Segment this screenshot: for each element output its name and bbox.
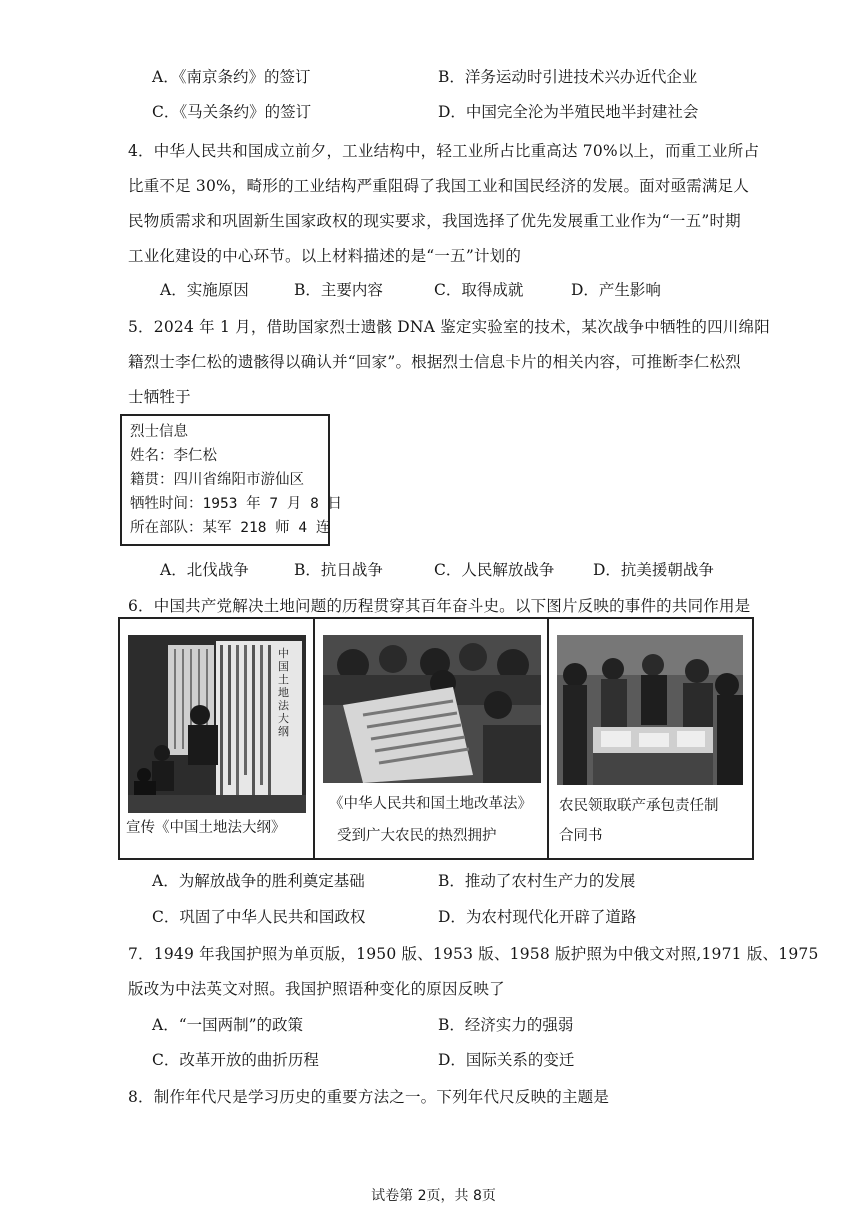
q8-stem: 8．制作年代尺是学习历史的重要方法之一。下列年代尺反映的主题是 xyxy=(128,1088,610,1106)
q5-option-c: C．人民解放战争 xyxy=(434,561,555,579)
photo-table xyxy=(118,617,754,860)
page-footer: 试卷第 2页，共 8页 xyxy=(371,1188,496,1204)
caption-3-line-1: 农民领取联产承包责任制 xyxy=(559,798,719,814)
q4-option-d: D．产生影响 xyxy=(571,281,661,299)
q4-stem-line-4: 工业化建设的中心环节。以上材料描述的是“一五”计划的 xyxy=(128,247,522,265)
card-unit: 所在部队：某军 218 师 4 连 xyxy=(130,520,331,536)
q7-option-d: D．国际关系的变迁 xyxy=(438,1051,575,1069)
card-date: 牺牲时间：1953 年 7 月 8 日 xyxy=(130,496,343,512)
q4-option-b: B．主要内容 xyxy=(294,281,383,299)
q5-stem-line-3: 士牺牲于 xyxy=(128,388,191,406)
q7-option-b: B．经济实力的强弱 xyxy=(438,1016,574,1034)
q3-option-c: C．《马关条约》的签订 xyxy=(152,103,312,121)
q6-option-d: D．为农村现代化开辟了道路 xyxy=(438,908,637,926)
caption-1-line-1: 宣传《中国土地法大纲》 xyxy=(126,820,286,836)
photo-land-reform-crowd xyxy=(323,635,541,783)
q3-option-b: B．洋务运动时引进技术兴办近代企业 xyxy=(438,68,698,86)
q6-option-c: C．巩固了中华人民共和国政权 xyxy=(152,908,366,926)
q6-option-b: B．推动了农村生产力的发展 xyxy=(438,872,636,890)
q5-stem-line-1: 5．2024 年 1 月，借助国家烈士遗骸 DNA 鉴定实验室的技术，某次战争中牺牲的四川绵阳 xyxy=(128,318,770,336)
photo-land-law-poster xyxy=(128,635,306,813)
martyr-info-card xyxy=(120,414,343,546)
photo-cell-2 xyxy=(315,619,549,858)
q5-option-b: B．抗日战争 xyxy=(294,561,383,579)
q5-option-a: A．北伐战争 xyxy=(160,561,249,579)
photo-cell-1 xyxy=(120,619,315,858)
caption-2-line-2: 受到广大农民的热烈拥护 xyxy=(337,828,497,844)
q5-option-d: D．抗美援朝战争 xyxy=(593,561,714,579)
q5-stem-line-2: 籍烈士李仁松的遗骸得以确认并“回家”。根据烈士信息卡片的相关内容，可推断李仁松烈 xyxy=(128,353,741,371)
q7-option-a: A．“一国两制”的政策 xyxy=(152,1016,304,1034)
q6-option-a: A．为解放战争的胜利奠定基础 xyxy=(152,872,365,890)
q4-stem-line-1: 4．中华人民共和国成立前夕，工业结构中，轻工业所占比重高达 70%以上，而重工业所占 xyxy=(128,142,760,160)
caption-3-line-2: 合同书 xyxy=(559,828,603,844)
caption-2-line-1: 《中华人民共和国土地改革法》 xyxy=(329,796,532,812)
card-name: 姓名：李仁松 xyxy=(130,448,217,464)
card-title: 烈士信息 xyxy=(130,424,188,440)
q7-stem-line-1: 7．1949 年我国护照为单页版，1950 版、1953 版、1958 版护照为中俄文对照,1971 版、1975 xyxy=(128,945,819,963)
q4-option-c: C．取得成就 xyxy=(434,281,524,299)
photo-contract-signing xyxy=(557,635,743,785)
q7-stem-line-2: 版改为中法英文对照。我国护照语种变化的原因反映了 xyxy=(128,980,505,998)
q3-option-d: D．中国完全沦为半殖民地半封建社会 xyxy=(438,103,699,121)
photo-cell-3 xyxy=(549,619,752,858)
q3-option-a: A．《南京条约》的签订 xyxy=(152,68,311,86)
q7-option-c: C．改革开放的曲折历程 xyxy=(152,1051,319,1069)
q6-stem: 6．中国共产党解决土地问题的历程贯穿其百年奋斗史。以下图片反映的事件的共同作用是 xyxy=(128,597,751,615)
poster-title: 中国土地法大纲 xyxy=(278,647,289,738)
card-origin: 籍贯：四川省绵阳市游仙区 xyxy=(130,472,304,488)
q4-stem-line-2: 比重不足 30%，畸形的工业结构严重阻碍了我国工业和国民经济的发展。面对亟需满足人 xyxy=(128,177,750,195)
q4-stem-line-3: 民物质需求和巩固新生国家政权的现实要求，我国选择了优先发展重工业作为“一五”时期 xyxy=(128,212,741,230)
q4-option-a: A．实施原因 xyxy=(160,281,249,299)
